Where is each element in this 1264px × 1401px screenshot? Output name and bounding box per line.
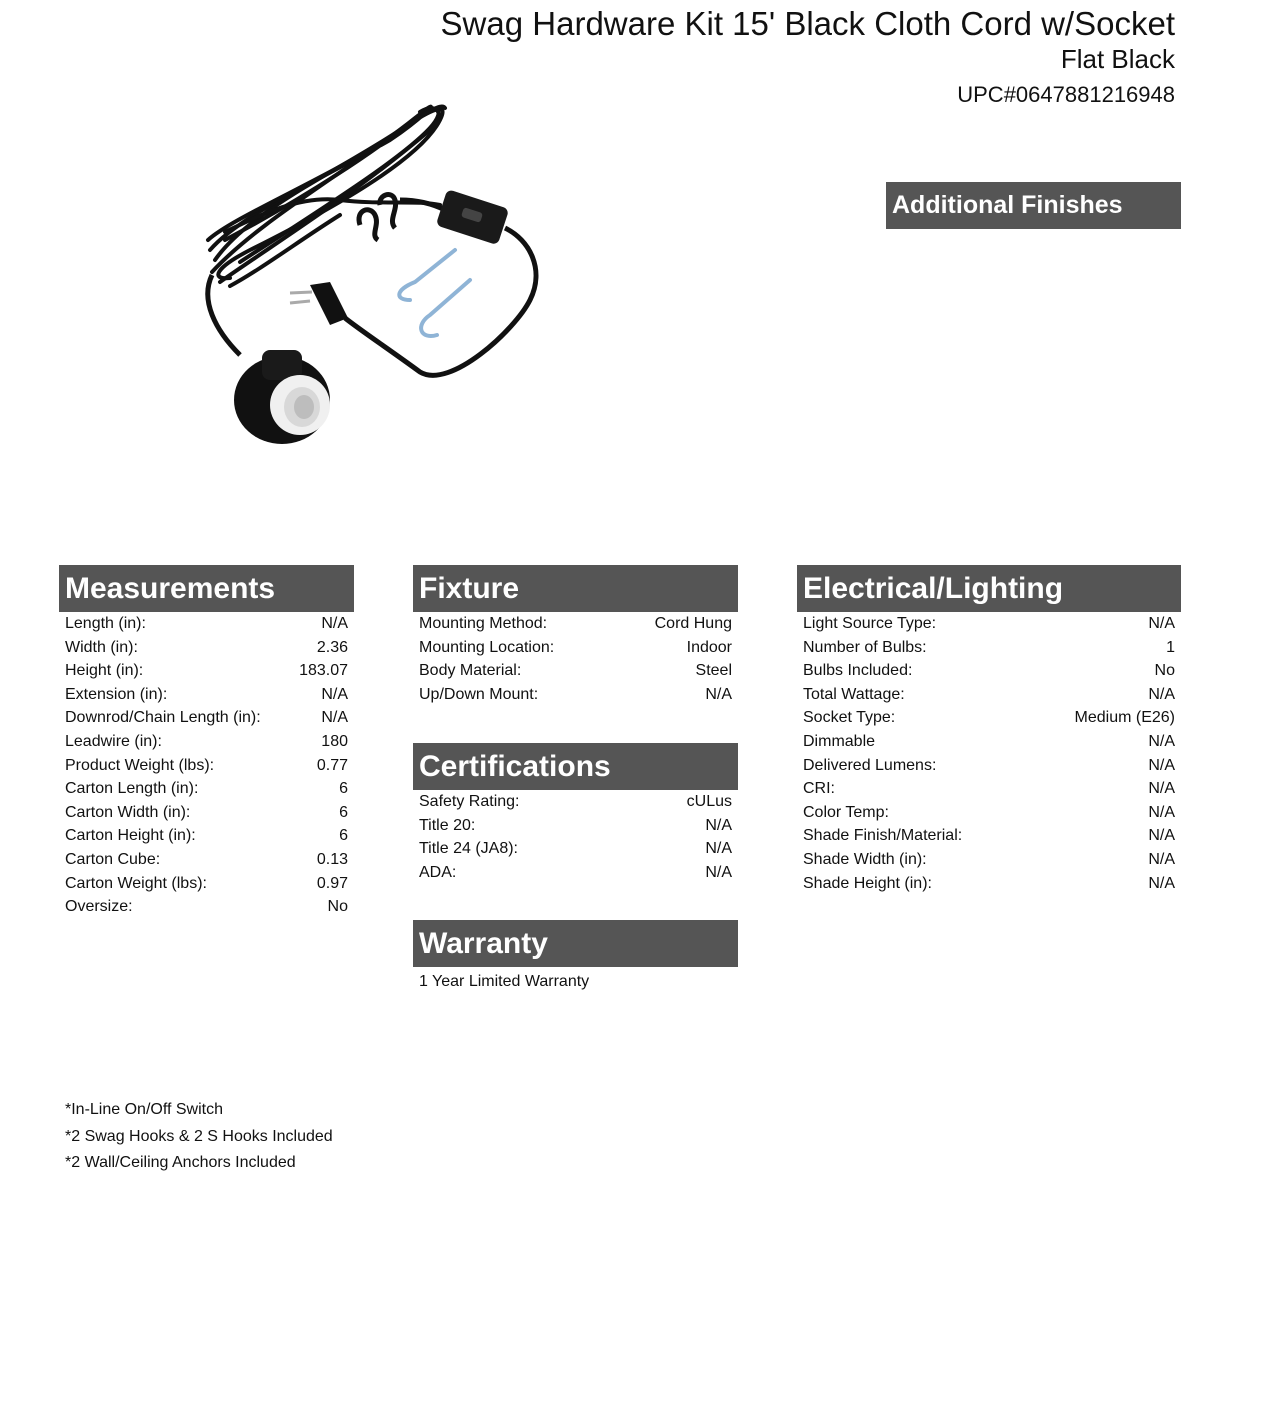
measurements-row	[59, 636, 354, 660]
measurements-row	[59, 872, 354, 896]
electrical-rows	[797, 612, 1181, 895]
spec-label: Light Source Type:	[803, 615, 937, 632]
fixture-row	[413, 636, 738, 660]
spec-value: N/A	[321, 685, 348, 703]
spec-value: N/A	[1148, 803, 1175, 821]
cord-to-socket	[208, 275, 240, 355]
fixture-row	[413, 612, 738, 636]
spec-value: 6	[339, 803, 348, 821]
spec-label: Delivered Lumens:	[803, 756, 937, 774]
spec-label: Mounting Method:	[419, 615, 548, 632]
spec-label: Width (in):	[65, 638, 138, 656]
spec-label: Carton Cube:	[65, 850, 161, 868]
spec-label: Carton Width (in):	[65, 803, 191, 821]
spec-value: N/A	[321, 709, 348, 727]
spec-label: Leadwire (in):	[65, 732, 162, 750]
spec-label: Carton Weight (lbs):	[65, 874, 207, 892]
electrical-row	[797, 730, 1181, 754]
measurements-section	[59, 565, 354, 919]
measurements-row	[59, 706, 354, 730]
spec-value: 180	[321, 732, 348, 750]
measurements-rows	[59, 612, 354, 919]
spec-value: 183.07	[299, 662, 348, 680]
warranty-section	[413, 920, 738, 995]
spec-label: Shade Width (in):	[803, 850, 927, 868]
warranty-text: 1 Year Limited Warranty	[419, 973, 590, 990]
spec-label: Shade Height (in):	[803, 874, 932, 892]
spec-label: Total Wattage:	[803, 685, 905, 703]
certifications-row	[413, 814, 738, 838]
electrical-row	[797, 777, 1181, 801]
spec-value: N/A	[321, 615, 348, 632]
spec-value: No	[1154, 662, 1175, 680]
measurements-row	[59, 777, 354, 801]
measurements-row	[59, 754, 354, 778]
cord-coil	[208, 106, 445, 286]
measurements-row	[59, 848, 354, 872]
spec-value: 2.36	[316, 638, 348, 656]
feature-notes	[65, 1097, 333, 1177]
spec-value: 6	[339, 827, 348, 845]
measurements-row	[59, 801, 354, 825]
spec-label: Mounting Location:	[419, 638, 555, 656]
spec-value: Medium (E26)	[1074, 709, 1175, 727]
spec-value: N/A	[705, 685, 732, 703]
electrical-section	[797, 565, 1181, 895]
spec-value: Cord Hung	[654, 615, 732, 632]
feature-note: *2 Wall/Ceiling Anchors Included	[65, 1154, 296, 1171]
spec-value: N/A	[1148, 780, 1175, 798]
additional-finishes-header: Additional Finishes	[886, 182, 1181, 229]
spec-label: Carton Height (in):	[65, 827, 196, 845]
certifications-row	[413, 861, 738, 885]
spec-value: 0.97	[316, 874, 348, 892]
spec-label: Downrod/Chain Length (in):	[65, 709, 261, 727]
spec-label: Title 20:	[419, 816, 476, 834]
spec-label: Body Material:	[419, 662, 522, 680]
spec-label: Socket Type:	[803, 709, 896, 727]
fixture-row	[413, 683, 738, 707]
spec-value: N/A	[1148, 850, 1175, 868]
spec-value: N/A	[1148, 827, 1175, 845]
spec-value: Steel	[695, 662, 732, 680]
spec-value: N/A	[1148, 874, 1175, 892]
spec-label: Title 24 (JA8):	[419, 840, 518, 858]
spec-value: N/A	[1148, 615, 1175, 632]
spec-label: CRI:	[803, 780, 835, 798]
spec-value: cULus	[686, 793, 732, 810]
spec-label: Dimmable	[803, 732, 876, 750]
fixture-rows	[413, 612, 738, 706]
warranty-header: Warranty	[413, 920, 738, 967]
product-title: Swag Hardware Kit 15' Black Cloth Cord w/Socket	[440, 5, 1175, 42]
spec-label: Safety Rating:	[419, 793, 520, 810]
spec-label: Number of Bulbs:	[803, 638, 927, 656]
electrical-row	[797, 872, 1181, 896]
electrical-row	[797, 612, 1181, 636]
product-finish: Flat Black	[1060, 44, 1175, 74]
spec-label: Bulbs Included:	[803, 662, 913, 680]
electrical-row	[797, 636, 1181, 660]
electrical-row	[797, 754, 1181, 778]
certifications-row	[413, 790, 738, 814]
plug-icon	[290, 282, 348, 325]
fixture-header: Fixture	[413, 565, 738, 612]
spec-value: 6	[339, 780, 348, 798]
measurements-row	[59, 824, 354, 848]
spec-label: Shade Finish/Material:	[803, 827, 963, 845]
measurements-row	[59, 612, 354, 636]
spec-label: Carton Length (in):	[65, 780, 199, 798]
spec-value: N/A	[705, 840, 732, 858]
electrical-row	[797, 824, 1181, 848]
electrical-row	[797, 801, 1181, 825]
spec-value: N/A	[1148, 756, 1175, 774]
certifications-row	[413, 837, 738, 861]
certifications-header: Certifications	[413, 743, 738, 790]
product-image	[190, 90, 550, 460]
measurements-header: Measurements	[59, 565, 354, 612]
spec-value: N/A	[705, 863, 732, 881]
spec-label: ADA:	[419, 863, 457, 881]
spec-label: Product Weight (lbs):	[65, 756, 215, 774]
measurements-row	[59, 683, 354, 707]
electrical-row	[797, 848, 1181, 872]
certifications-section	[413, 743, 738, 884]
spec-value: 0.77	[316, 756, 348, 774]
spec-value: Indoor	[686, 638, 732, 656]
spec-label: Up/Down Mount:	[419, 685, 539, 703]
spec-value: 0.13	[316, 850, 348, 868]
spec-value: No	[327, 898, 348, 916]
electrical-row	[797, 706, 1181, 730]
swag-hooks-icon	[399, 250, 470, 336]
feature-note: *In-Line On/Off Switch	[65, 1101, 223, 1118]
electrical-row	[797, 659, 1181, 683]
measurements-row	[59, 730, 354, 754]
feature-note: *2 Swag Hooks & 2 S Hooks Included	[65, 1127, 333, 1145]
spec-label: Color Temp:	[803, 803, 889, 821]
spec-value: N/A	[705, 816, 732, 834]
socket-icon	[234, 350, 330, 444]
fixture-section	[413, 565, 738, 706]
electrical-header: Electrical/Lighting	[797, 565, 1181, 612]
measurements-row	[59, 659, 354, 683]
certifications-rows	[413, 790, 738, 884]
spec-label: Height (in):	[65, 662, 144, 680]
spec-value: 1	[1166, 638, 1175, 656]
spec-value: N/A	[1148, 732, 1175, 750]
electrical-row	[797, 683, 1181, 707]
spec-value: N/A	[1148, 685, 1175, 703]
product-upc: UPC#0647881216948	[957, 82, 1175, 107]
spec-label: Extension (in):	[65, 685, 168, 703]
spec-label: Oversize:	[65, 898, 133, 916]
measurements-row	[59, 895, 354, 919]
fixture-row	[413, 659, 738, 683]
spec-label: Length (in):	[65, 615, 146, 632]
